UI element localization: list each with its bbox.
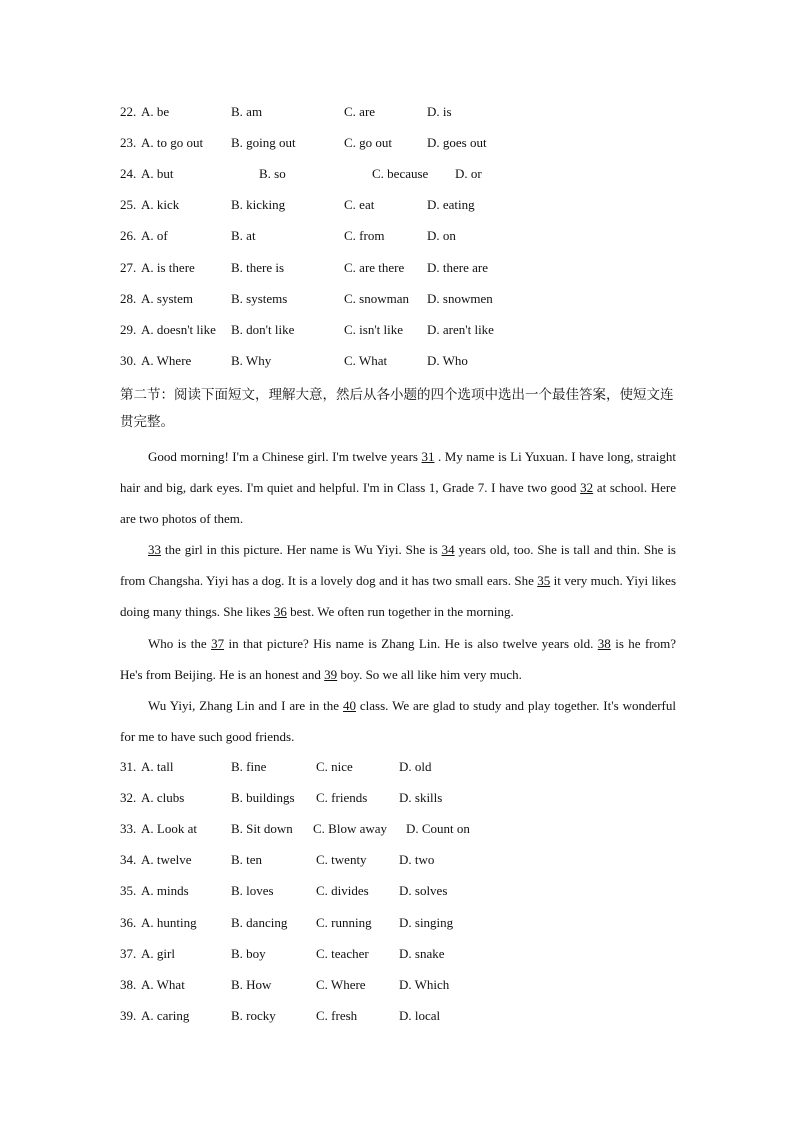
option-c: C. eat (344, 197, 375, 213)
question-number: 38. (120, 976, 137, 992)
question-number: 26. (120, 228, 137, 244)
passage-text: is he from? He's from Beijing. He is an honest and (120, 636, 677, 682)
option-b: B. don't like (231, 321, 295, 337)
question-number: 34. (120, 852, 137, 868)
question-number: 30. (120, 352, 137, 368)
option-c: C. are (344, 104, 376, 119)
option-a: A. girl (141, 945, 175, 961)
blank-34: 34 (441, 542, 455, 557)
option-a: A. Where (141, 352, 192, 368)
option-b: B. loves (231, 883, 274, 899)
option-a: A. system (141, 290, 193, 306)
option-a: A. doesn't like (141, 321, 216, 337)
option-d: D. is (427, 104, 452, 119)
option-d: D. or (455, 166, 482, 182)
option-b: B. dancing (231, 914, 288, 930)
option-a: A. kick (141, 197, 180, 213)
option-c: C. Where (316, 976, 366, 992)
question-number: 36. (120, 914, 137, 930)
option-b: B. fine (231, 759, 267, 774)
blank-39: 39 (324, 667, 338, 682)
blank-38: 38 (597, 636, 611, 651)
option-a: A. twelve (141, 852, 192, 868)
passage-text: best. We often run together in the morning. (286, 604, 514, 619)
passage-text: class. We are glad to study and play together. It's wonderful for me to have such good friends. (120, 698, 677, 744)
option-a: A. hunting (141, 914, 197, 930)
question-number: 39. (120, 1007, 137, 1023)
passage-text: at school. Here are two photos of them. (120, 480, 676, 526)
option-d: D. snowmen (427, 290, 493, 306)
option-a: A. tall (141, 759, 174, 774)
passage-text: years old, too. She is tall and thin. She is from Changsha. Yiyi has a dog. It is a lovely dog and it has two small ears. She (120, 542, 676, 588)
option-b: B. going out (231, 135, 296, 151)
question-number: 28. (120, 290, 137, 306)
option-c: C. go out (344, 135, 393, 151)
option-d: D. snake (399, 945, 445, 961)
option-c: C. Blow away (313, 821, 388, 837)
question-number: 37. (120, 945, 137, 961)
option-a: A. but (141, 166, 174, 182)
passage-text: Who is the (148, 636, 212, 651)
passage-text: it very much. Yiyi likes doing many things. She likes (120, 573, 676, 619)
question-number: 23. (120, 135, 137, 151)
section-heading: 第二节：阅读下面短文，理解大意，然后从各小题的四个选项中选出一个最佳答案，使短文连 贯完整。 (120, 387, 674, 430)
blank-37: 37 (211, 636, 225, 651)
passage-paragraph-3 (120, 628, 676, 690)
passage-text: in that picture? His name is Zhang Lin. He is also twelve years old. (224, 636, 598, 651)
option-c: C. teacher (316, 945, 369, 961)
option-a: A. is there (141, 259, 195, 275)
question-number: 35. (120, 883, 137, 899)
question-number: 31. (120, 759, 137, 774)
option-c: C. divides (316, 883, 369, 899)
option-c: C. because (372, 166, 429, 182)
passage-text: boy. So we all like him very much. (337, 667, 522, 682)
option-c: C. nice (316, 759, 353, 774)
option-c: C. fresh (316, 1007, 358, 1023)
blank-32: 32 (580, 480, 594, 495)
question-number: 29. (120, 321, 137, 337)
option-d: D. Count on (406, 821, 470, 837)
option-c: C. twenty (316, 852, 367, 868)
option-c: C. What (344, 352, 388, 368)
option-a: A. be (141, 104, 170, 119)
passage-paragraph-4 (120, 690, 676, 752)
option-d: D. Which (399, 976, 450, 992)
option-b: B. am (231, 104, 263, 119)
option-b: B. buildings (231, 790, 295, 806)
option-c: C. friends (316, 790, 368, 806)
option-b: B. systems (231, 290, 288, 306)
option-b: B. Sit down (231, 821, 293, 837)
option-c: C. isn't like (344, 321, 404, 337)
option-a: A. What (141, 976, 185, 992)
option-b: B. boy (231, 945, 266, 961)
option-b: B. ten (231, 852, 263, 868)
option-b: B. rocky (231, 1007, 276, 1023)
blank-40: 40 (342, 698, 356, 713)
option-a: A. to go out (141, 135, 204, 151)
question-number: 27. (120, 259, 137, 275)
option-d: D. goes out (427, 135, 487, 151)
question-number: 24. (120, 166, 137, 182)
option-a: A. clubs (141, 790, 185, 806)
option-d: D. skills (399, 790, 443, 806)
option-d: D. two (399, 852, 435, 868)
blank-35: 35 (537, 573, 551, 588)
option-a: A. minds (141, 883, 189, 899)
option-b: B. How (231, 976, 272, 992)
option-b: B. there is (231, 259, 285, 275)
option-b: B. at (231, 228, 256, 244)
option-d: D. eating (427, 197, 475, 213)
option-c: C. from (344, 228, 385, 244)
passage-paragraph-2 (120, 534, 676, 627)
option-b: B. so (259, 166, 286, 182)
option-d: D. solves (399, 883, 448, 899)
blank-36: 36 (273, 604, 287, 619)
question-number: 22. (120, 104, 137, 119)
passage-paragraph-1 (120, 441, 676, 534)
option-c: C. running (316, 914, 372, 930)
question-number: 32. (120, 790, 137, 806)
option-d: D. old (399, 759, 432, 774)
option-a: A. Look at (141, 821, 197, 837)
question-number: 33. (120, 821, 137, 837)
option-c: C. are there (344, 259, 405, 275)
option-d: D. singing (399, 914, 454, 930)
option-b: B. kicking (231, 197, 286, 213)
passage-text: . My name is Li Yuxuan. I have long, straight hair and big, dark eyes. I'm quiet and helpful. I'm in Class 1, Grade 7. I have two good (120, 449, 676, 495)
passage-text: the girl in this picture. Her name is Wu Yiyi. She is (161, 542, 442, 557)
option-d: D. aren't like (427, 321, 494, 337)
option-d: D. there are (427, 259, 488, 275)
option-d: D. Who (427, 352, 468, 368)
option-d: D. local (399, 1007, 441, 1023)
option-d: D. on (427, 228, 456, 244)
option-a: A. of (141, 228, 168, 244)
option-c: C. snowman (344, 290, 409, 306)
passage-text: Wu Yiyi, Zhang Lin and I are in the (148, 698, 343, 713)
blank-31: 31 (421, 449, 435, 464)
option-b: B. Why (231, 352, 272, 368)
option-a: A. caring (141, 1007, 190, 1023)
passage-text: Good morning! I'm a Chinese girl. I'm twelve years (148, 449, 422, 464)
blank-33: 33 (148, 542, 161, 557)
question-number: 25. (120, 197, 137, 213)
